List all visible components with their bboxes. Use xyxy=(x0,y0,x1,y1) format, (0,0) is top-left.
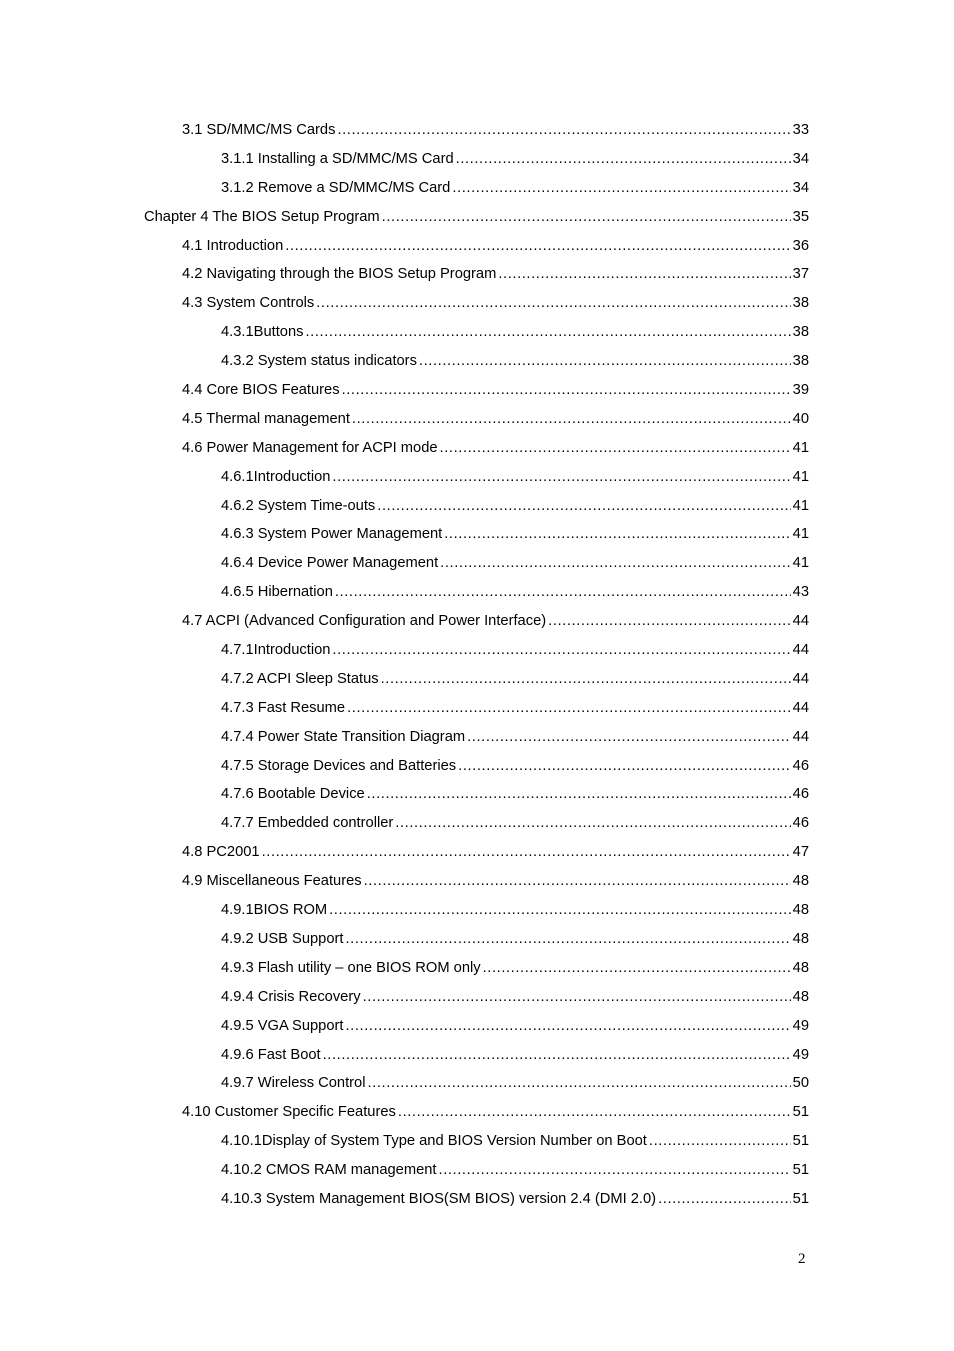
toc-entry[interactable] xyxy=(0,896,954,925)
toc-entry-page: 48 xyxy=(792,959,809,976)
toc-dot-leader xyxy=(444,520,790,549)
toc-entry-page: 47 xyxy=(792,844,809,861)
toc-entry-page: 48 xyxy=(792,988,809,1005)
toc-entry[interactable] xyxy=(0,203,954,232)
toc-entry[interactable] xyxy=(0,492,954,521)
toc-dot-leader xyxy=(377,492,790,521)
toc-entry-title: 4.9.3 Flash utility – one BIOS ROM only xyxy=(221,959,481,976)
toc-entry-title: 4.4 Core BIOS Features xyxy=(182,382,340,399)
toc-dot-leader xyxy=(323,1041,791,1070)
toc-entry-title: 4.9.2 USB Support xyxy=(221,930,344,947)
page-number: 2 xyxy=(798,1251,806,1267)
toc-entry[interactable] xyxy=(0,405,954,434)
toc-entry[interactable] xyxy=(0,376,954,405)
toc-entry[interactable] xyxy=(0,260,954,289)
toc-entry[interactable] xyxy=(0,549,954,578)
toc-entry-title: 4.7.3 Fast Resume xyxy=(221,699,346,716)
toc-entry-title: 4.7.2 ACPI Sleep Status xyxy=(221,670,379,687)
toc-dot-leader xyxy=(345,925,790,954)
toc-entry-page: 36 xyxy=(792,237,809,254)
toc-entry-title: 4.10 Customer Specific Features xyxy=(182,1104,396,1121)
toc-dot-leader xyxy=(548,607,791,636)
toc-entry-title: 4.2 Navigating through the BIOS Setup Program xyxy=(182,266,497,283)
toc-dot-leader xyxy=(262,838,791,867)
toc-entry-page: 38 xyxy=(792,353,809,370)
toc-entry-page: 48 xyxy=(792,930,809,947)
toc-entry[interactable] xyxy=(0,867,954,896)
toc-entry-page: 44 xyxy=(792,642,809,659)
toc-entry-title: Chapter 4 The BIOS Setup Program xyxy=(144,208,380,225)
toc-dot-leader xyxy=(440,549,790,578)
toc-entry[interactable] xyxy=(0,838,954,867)
toc-entry-title: 4.5 Thermal management xyxy=(182,410,350,427)
toc-entry[interactable] xyxy=(0,232,954,261)
toc-entry[interactable] xyxy=(0,752,954,781)
toc-entry-page: 48 xyxy=(792,902,809,919)
toc-entry-title: 4.10.1Display of System Type and BIOS Version Number on Boot xyxy=(221,1133,647,1150)
toc-entry[interactable] xyxy=(0,636,954,665)
toc-entry-page: 51 xyxy=(792,1104,809,1121)
toc-entry-title: 4.9.1BIOS ROM xyxy=(221,902,328,919)
toc-entry-page: 46 xyxy=(792,815,809,832)
toc-entry[interactable] xyxy=(0,347,954,376)
toc-dot-leader xyxy=(332,636,790,665)
toc-entry-page: 44 xyxy=(792,699,809,716)
toc-entry-title: 4.10.3 System Management BIOS(SM BIOS) version 2.4 (DMI 2.0) xyxy=(221,1190,657,1207)
toc-entry[interactable] xyxy=(0,1127,954,1156)
toc-entry[interactable] xyxy=(0,1098,954,1127)
toc-entry[interactable] xyxy=(0,520,954,549)
toc-entry-page: 37 xyxy=(792,266,809,283)
toc-dot-leader xyxy=(347,694,791,723)
toc-entry-title: 3.1.2 Remove a SD/MMC/MS Card xyxy=(221,179,451,196)
toc-entry-title: 4.8 PC2001 xyxy=(182,844,260,861)
toc-entry-page: 44 xyxy=(792,613,809,630)
toc-dot-leader xyxy=(345,1012,790,1041)
toc-entry[interactable] xyxy=(0,318,954,347)
toc-entry[interactable] xyxy=(0,463,954,492)
toc-entry-title: 4.6.4 Device Power Management xyxy=(221,555,439,572)
toc-entry-title: 4.10.2 CMOS RAM management xyxy=(221,1162,437,1179)
toc-entry[interactable] xyxy=(0,925,954,954)
toc-entry-title: 4.7.6 Bootable Device xyxy=(221,786,365,803)
toc-entry-page: 41 xyxy=(792,497,809,514)
toc-entry-page: 39 xyxy=(792,382,809,399)
toc-entry-title: 4.7.1Introduction xyxy=(221,642,331,659)
toc-dot-leader xyxy=(335,578,791,607)
toc-entry-page: 49 xyxy=(792,1046,809,1063)
toc-dot-leader xyxy=(316,289,790,318)
toc-dot-leader xyxy=(337,116,790,145)
toc-dot-leader xyxy=(395,809,790,838)
toc-entry-page: 43 xyxy=(792,584,809,601)
toc-entry-page: 49 xyxy=(792,1017,809,1034)
toc-entry-page: 46 xyxy=(792,786,809,803)
toc-entry-page: 34 xyxy=(792,179,809,196)
toc-entry-title: 4.3 System Controls xyxy=(182,295,315,312)
toc-entry[interactable] xyxy=(0,780,954,809)
toc-dot-leader xyxy=(305,318,790,347)
toc-dot-leader xyxy=(332,463,790,492)
toc-entry-title: 3.1 SD/MMC/MS Cards xyxy=(182,122,336,138)
toc-entry-title: 4.9 Miscellaneous Features xyxy=(182,873,362,890)
toc-dot-leader xyxy=(329,896,791,925)
toc-entry[interactable] xyxy=(0,145,954,174)
toc-entry-title: 4.9.7 Wireless Control xyxy=(221,1075,366,1092)
toc-entry-title: 4.7.7 Embedded controller xyxy=(221,815,394,832)
toc-entry-title: 4.9.5 VGA Support xyxy=(221,1017,344,1034)
toc-dot-leader xyxy=(352,405,791,434)
toc-dot-leader xyxy=(658,1185,791,1214)
toc-entry-page: 41 xyxy=(792,555,809,572)
toc-entry-title: 4.1 Introduction xyxy=(182,237,284,254)
toc-dot-leader xyxy=(367,1069,790,1098)
toc-entry-page: 38 xyxy=(792,324,809,341)
toc-dot-leader xyxy=(382,203,791,232)
toc-entry[interactable] xyxy=(0,694,954,723)
toc-entry-title: 4.6.1Introduction xyxy=(221,468,331,485)
toc-entry[interactable] xyxy=(0,1041,954,1070)
toc-dot-leader xyxy=(483,954,791,983)
toc-entry[interactable] xyxy=(0,116,954,145)
toc-entry-page: 46 xyxy=(792,757,809,774)
toc-entry-page: 50 xyxy=(792,1075,809,1092)
toc-entry[interactable] xyxy=(0,174,954,203)
toc-dot-leader xyxy=(456,145,791,174)
toc-entry-title: 4.3.1Buttons xyxy=(221,324,304,341)
toc-entry[interactable] xyxy=(0,607,954,636)
toc-entry-title: 4.9.4 Crisis Recovery xyxy=(221,988,361,1005)
toc-entry-page: 51 xyxy=(792,1133,809,1150)
toc-entry-title: 4.7.4 Power State Transition Diagram xyxy=(221,728,466,745)
toc-entry[interactable] xyxy=(0,289,954,318)
toc-entry-title: 4.9.6 Fast Boot xyxy=(221,1046,321,1063)
toc-dot-leader xyxy=(439,1156,791,1185)
toc-entry-page: 34 xyxy=(792,150,809,167)
toc-entry-title: 3.1.1 Installing a SD/MMC/MS Card xyxy=(221,150,454,167)
toc-entry-page: 48 xyxy=(792,873,809,890)
toc-entry-page: 40 xyxy=(792,410,809,427)
toc-dot-leader xyxy=(419,347,791,376)
toc-entry[interactable] xyxy=(0,434,954,463)
toc-dot-leader xyxy=(467,723,791,752)
toc-dot-leader xyxy=(363,983,791,1012)
toc-entry[interactable] xyxy=(0,1012,954,1041)
toc-entry-page: 44 xyxy=(792,728,809,745)
toc-entry[interactable] xyxy=(0,665,954,694)
toc-entry-page: 41 xyxy=(792,468,809,485)
toc-entry-title: 4.6.3 System Power Management xyxy=(221,526,443,543)
toc-entry-title: 4.3.2 System status indicators xyxy=(221,353,417,370)
table-of-contents xyxy=(0,116,954,1214)
toc-entry-page: 44 xyxy=(792,670,809,687)
toc-dot-leader xyxy=(285,232,790,261)
toc-entry-title: 4.6.5 Hibernation xyxy=(221,584,333,601)
toc-entry-page: 38 xyxy=(792,295,809,312)
toc-entry-page: 41 xyxy=(792,526,809,543)
toc-dot-leader xyxy=(381,665,791,694)
toc-entry-page: 51 xyxy=(792,1162,809,1179)
toc-entry-page: 41 xyxy=(792,439,809,456)
toc-dot-leader xyxy=(440,434,791,463)
toc-entry[interactable] xyxy=(0,1185,954,1214)
toc-entry[interactable] xyxy=(0,983,954,1012)
toc-entry-title: 4.7.5 Storage Devices and Batteries xyxy=(221,757,457,774)
toc-entry-page: 33 xyxy=(792,122,809,138)
toc-dot-leader xyxy=(649,1127,791,1156)
toc-entry-title: 4.6.2 System Time-outs xyxy=(221,497,376,514)
toc-entry-title: 4.6 Power Management for ACPI mode xyxy=(182,439,438,456)
toc-dot-leader xyxy=(342,376,791,405)
toc-dot-leader xyxy=(367,780,791,809)
toc-entry-page: 51 xyxy=(792,1190,809,1207)
toc-entry[interactable] xyxy=(0,809,954,838)
toc-entry[interactable] xyxy=(0,723,954,752)
toc-entry[interactable] xyxy=(0,1069,954,1098)
toc-entry[interactable] xyxy=(0,578,954,607)
toc-dot-leader xyxy=(398,1098,791,1127)
toc-dot-leader xyxy=(364,867,791,896)
toc-dot-leader xyxy=(458,752,791,781)
toc-dot-leader xyxy=(452,174,790,203)
toc-entry[interactable] xyxy=(0,1156,954,1185)
toc-entry[interactable] xyxy=(0,954,954,983)
toc-entry-page: 35 xyxy=(792,208,809,225)
toc-entry-title: 4.7 ACPI (Advanced Configuration and Power Interface) xyxy=(182,613,547,630)
toc-dot-leader xyxy=(498,260,790,289)
